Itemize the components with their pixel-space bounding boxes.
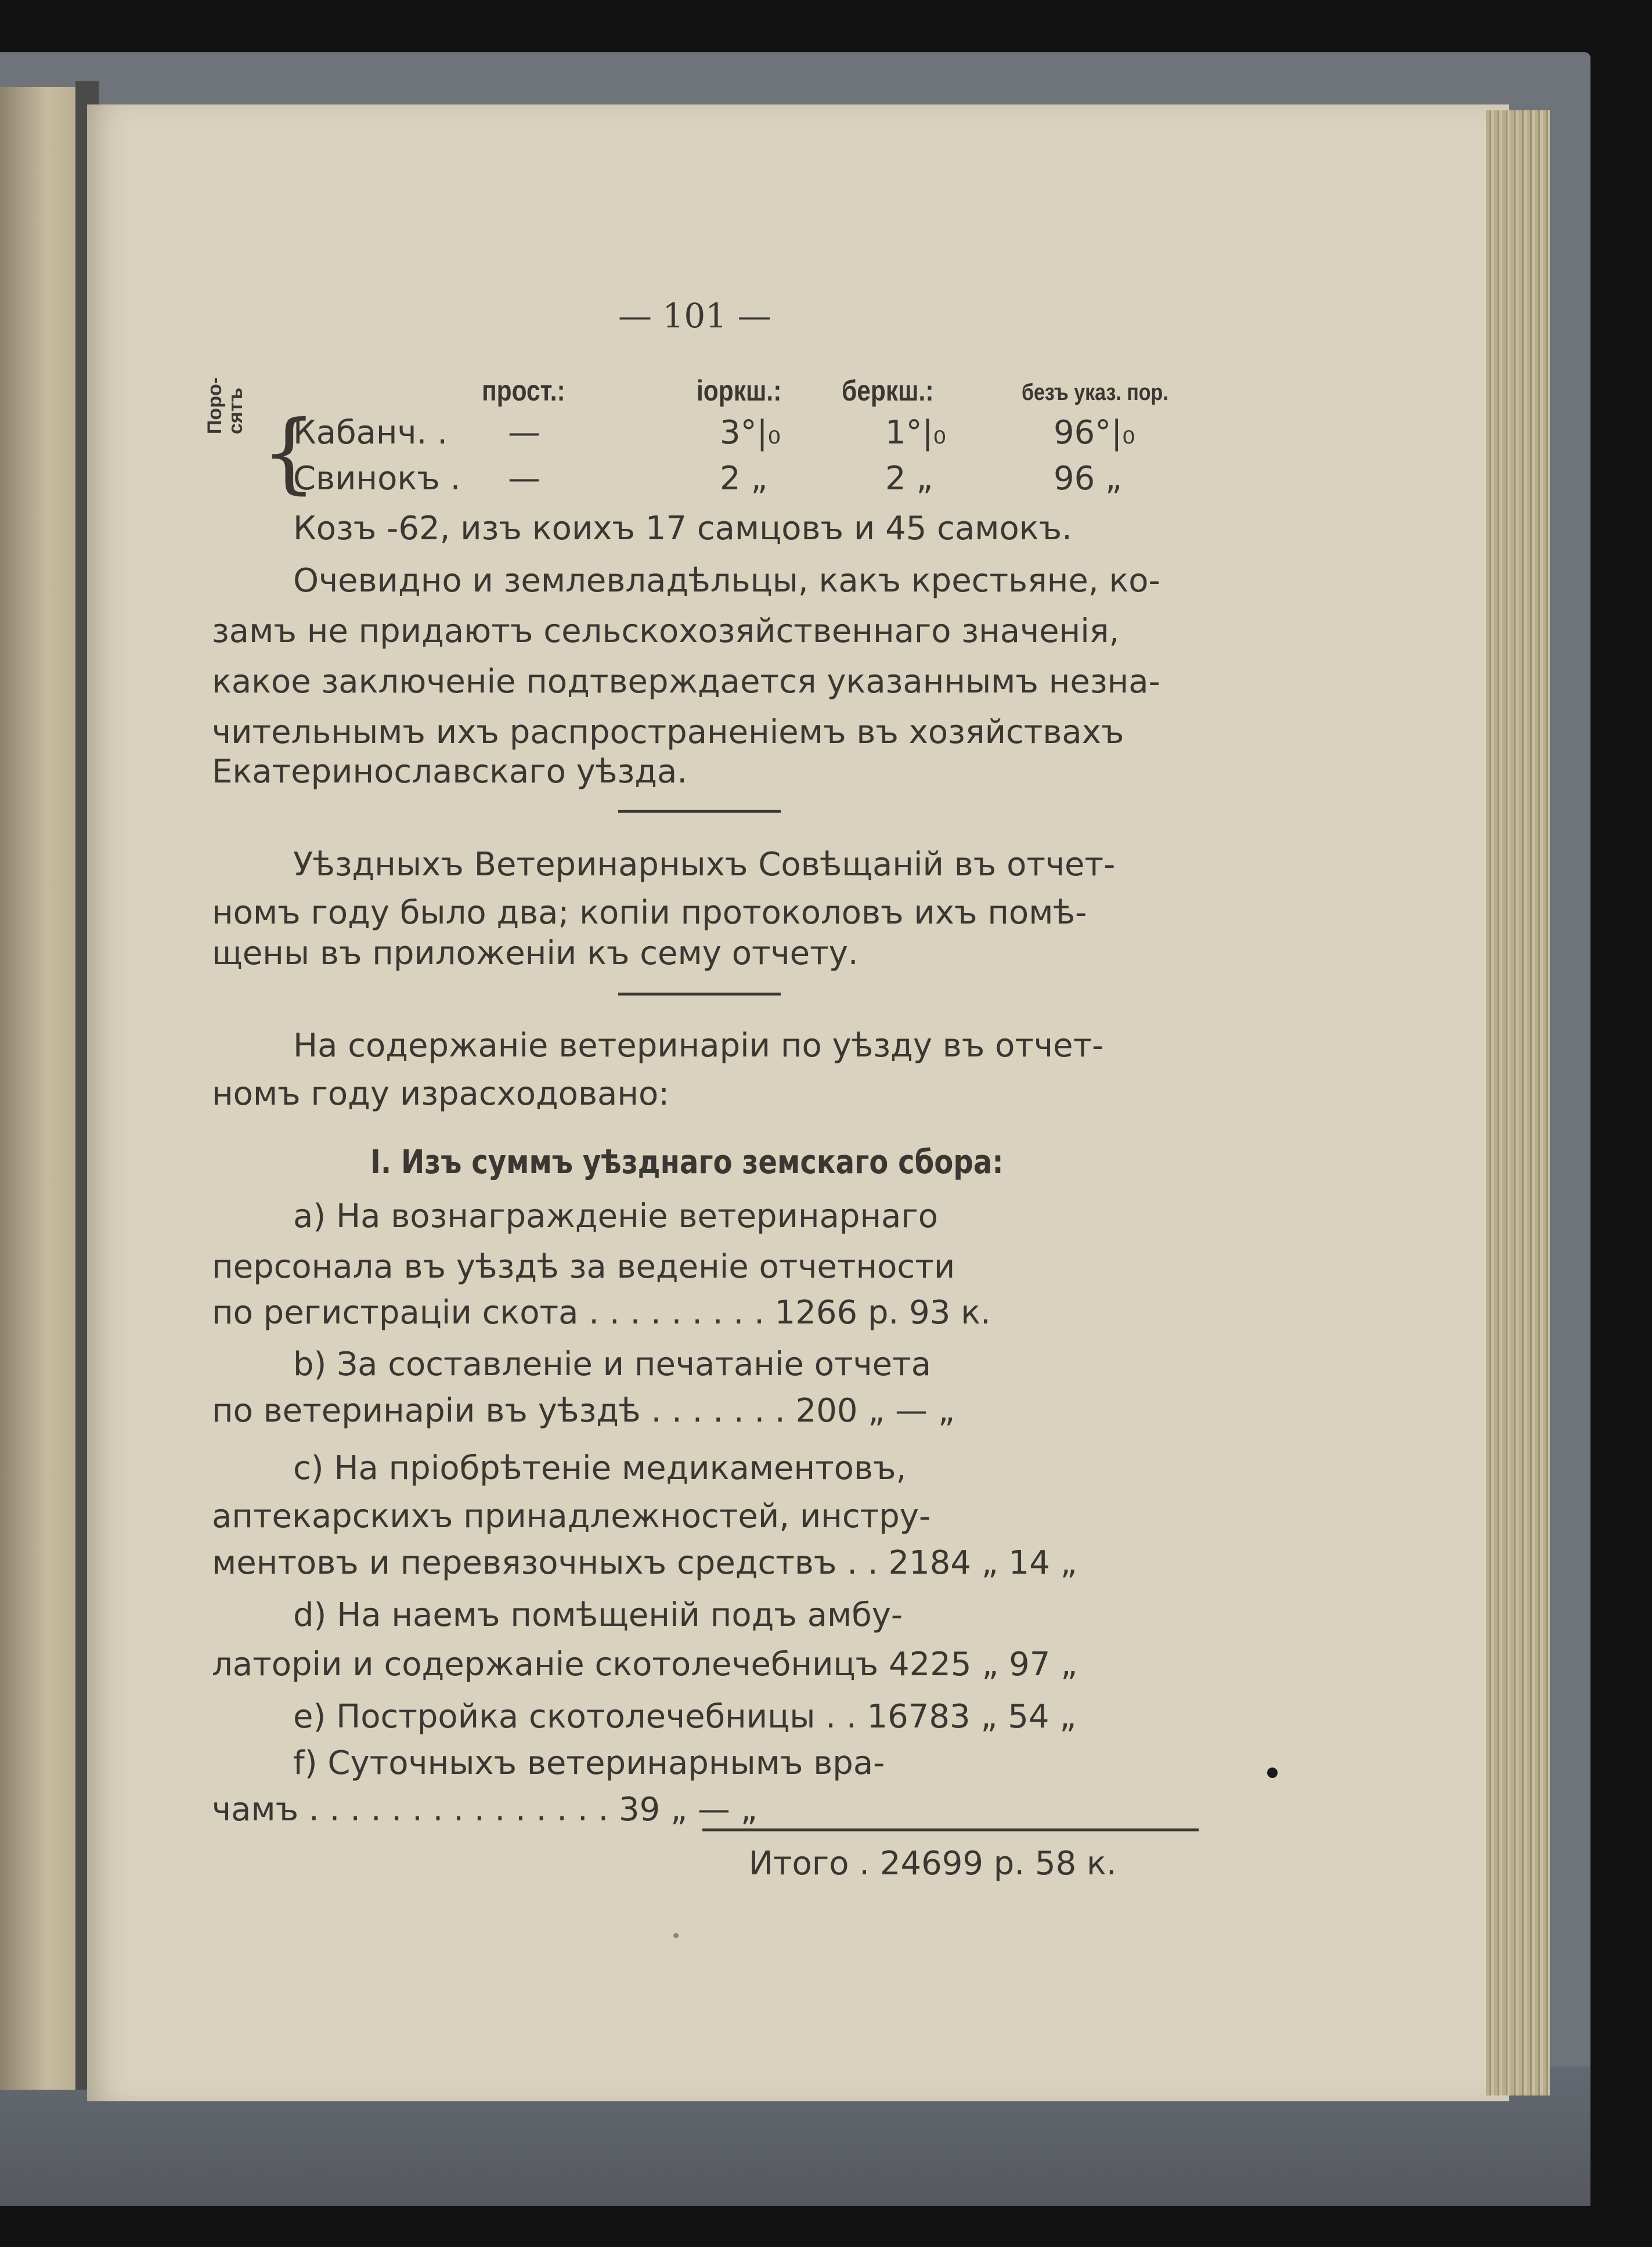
- expense-b-line-2: по ветеринаріи въ уѣздѣ . . . . . . . 200 „ — „: [212, 1392, 955, 1430]
- group-label-line2: сятъ: [225, 387, 247, 434]
- section-divider-2: [618, 993, 781, 996]
- paragraph-1-line-3: какое заключеніе подтверждается указаннымъ незна-: [212, 663, 1160, 701]
- row-svinok-c2: 2 „: [720, 460, 768, 497]
- expense-b-line-1: b) За составленіе и печатаніе отчета: [293, 1346, 932, 1383]
- expense-f-line-1: f) Суточныхъ ветеринарнымъ вра-: [293, 1744, 885, 1782]
- group-brace: {: [261, 402, 317, 503]
- col-header-berksh: беркш.:: [842, 374, 934, 407]
- total-line: Итого . 24699 р. 58 к.: [749, 1845, 1117, 1882]
- section-heading: I. Изъ суммъ уѣзднаго земскаго сбора:: [370, 1144, 1004, 1181]
- expense-a-line-2: персонала въ уѣздѣ за веденіе отчетности: [212, 1248, 955, 1286]
- col-header-yorksh: іоркш.:: [697, 374, 782, 407]
- paragraph-3-line-2: номъ году израсходовано:: [212, 1075, 670, 1113]
- paragraph-1-line-2: замъ не придаютъ сельскохозяйственнаго значенія,: [212, 612, 1120, 650]
- paragraph-2-line-1: Уѣздныхъ Ветеринарныхъ Совѣщаній въ отчет-: [293, 846, 1116, 883]
- expense-c-line-2: аптекарскихъ принадлежностей, инстру-: [212, 1498, 931, 1535]
- row-kabanch-c1: —: [508, 414, 540, 452]
- page-number: — 101 —: [618, 296, 771, 336]
- expense-e-line-1: e) Постройка скотолечебницы . . 16783 „ 54 „: [293, 1698, 1077, 1736]
- group-label: [204, 377, 246, 434]
- col-header-unspecified: безъ указ. пор.: [1022, 380, 1168, 405]
- expense-c-line-1: c) На пріобрѣтеніе медикаментовъ,: [293, 1449, 907, 1487]
- goats-line: Козъ -62, изъ коихъ 17 самцовъ и 45 самокъ.: [293, 510, 1072, 547]
- row-kabanch-name: Кабанч. .: [293, 414, 448, 452]
- paragraph-2-line-3: щены въ приложеніи къ сему отчету.: [212, 935, 859, 972]
- row-kabanch-c3: 1°|₀: [885, 414, 946, 452]
- expense-c-line-3: ментовъ и перевязочныхъ средствъ . . 2184 „ 14 „: [212, 1544, 1077, 1582]
- row-kabanch-c4: 96°|₀: [1054, 414, 1135, 452]
- col-header-prost: прост.:: [482, 374, 565, 407]
- paragraph-1-line-5: Екатеринославскаго уѣзда.: [212, 753, 688, 791]
- paragraph-1-line-1: Очевидно и землевладѣльцы, какъ крестьяне, ко-: [293, 562, 1160, 600]
- row-svinok-c1: —: [508, 460, 540, 497]
- paragraph-1-line-4: чительнымъ ихъ распространеніемъ въ хозяйствахъ: [212, 713, 1124, 751]
- expense-a-line-3: по регистраціи скота . . . . . . . . . 1266 р. 93 к.: [212, 1294, 991, 1332]
- row-kabanch-c2: 3°|₀: [720, 414, 781, 452]
- expense-d-line-1: d) На наемъ помѣщеній подъ амбу-: [293, 1596, 903, 1634]
- paragraph-2-line-2: номъ году было два; копіи протоколовъ ихъ помѣ-: [212, 894, 1087, 932]
- group-label-line1: Поро-: [204, 377, 226, 434]
- expense-a-line-1: a) На вознагражденіе ветеринарнаго: [293, 1198, 939, 1235]
- total-rule: [702, 1828, 1199, 1831]
- row-svinok-c3: 2 „: [885, 460, 933, 497]
- row-svinok-c4: 96 „: [1054, 460, 1123, 497]
- expense-d-line-2: латоріи и содержаніе скотолечебницъ 4225 „ 97 „: [212, 1646, 1078, 1683]
- row-svinok-name: Свинокъ .: [293, 460, 461, 497]
- expense-f-line-2: чамъ . . . . . . . . . . . . . . . 39 „ — „: [212, 1791, 758, 1828]
- paragraph-3-line-1: На содержаніе ветеринаріи по уѣзду въ отчет-: [293, 1027, 1104, 1065]
- section-divider-1: [618, 810, 781, 813]
